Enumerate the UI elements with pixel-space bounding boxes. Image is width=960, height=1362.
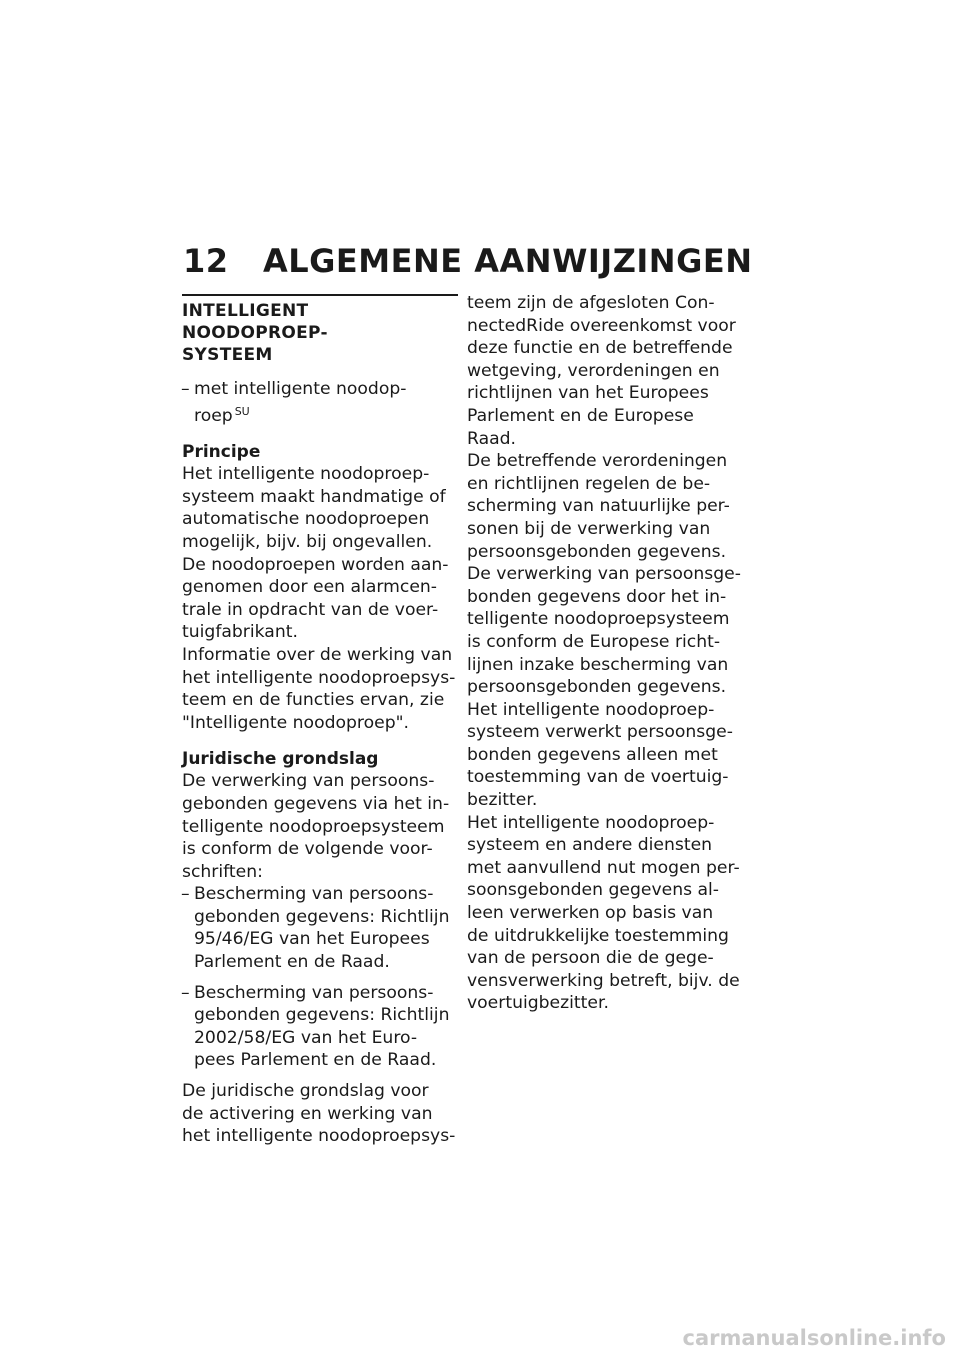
paragraph: Het intelligente noodoproep- systeem en andere diensten met aanvullend nut mogen per- soonsgebonden gegevens al- leen verwerken op basis van de uitdrukkelijke toestemming van de persoon die de gege- vensverwerking betreft, bijv. de voertuigbezitter. bbox=[467, 812, 740, 1014]
page-header bbox=[183, 242, 752, 280]
feature-bullet: – met intelligente noodop- roep $^{SU}$ bbox=[181, 379, 407, 426]
paragraph: De noodoproepen worden aan- genomen door een alarmcen- trale in opdracht van de voer- tuigfabrikant. bbox=[182, 554, 449, 643]
heading-principe: Principe bbox=[182, 442, 261, 463]
bullet-dash: – bbox=[181, 982, 190, 1003]
paragraph: De verwerking van persoons- gebonden gegevens via het in- telligente noodoproepsysteem is conform de volgende voor- schriften: bbox=[182, 771, 450, 882]
page-title: ALGEMENE AANWIJZINGEN bbox=[263, 242, 753, 280]
watermark: carmanualsonline.info bbox=[682, 1326, 946, 1350]
left-column bbox=[182, 294, 458, 1148]
heading-juridische-grondslag: Juridische grondslag bbox=[182, 749, 379, 770]
paragraph: Het intelligente noodoproep- systeem verwerkt persoonsge- bonden gegevens alleen met toestemming van de voertuig- bezitter. bbox=[467, 699, 733, 811]
paragraph: teem zijn de afgesloten Con- nectedRide overeenkomst voor deze functie en de betreffende wetgeving, verordeningen en richtlijnen van het Europees Parlement en de Europese Raad. bbox=[467, 293, 736, 449]
paragraph: De verwerking van persoonsge- bonden gegevens door het in- telligente noodoproepsysteem is conform de Europese richt- lijnen inzake bescherming van persoonsgebonden gegevens. bbox=[467, 564, 741, 698]
section-divider bbox=[182, 294, 458, 296]
bullet-dash: – bbox=[181, 379, 190, 399]
right-column bbox=[467, 292, 743, 1015]
list-item: – Bescherming van persoons- gebonden gegevens: Richtlijn 95/46/EG van het Europees Parlement en de Raad. bbox=[181, 884, 450, 973]
paragraph: De juridische grondslag voor de activering en werking van het intelligente noodoproepsys- bbox=[182, 1081, 456, 1147]
paragraph: De betreffende verordeningen en richtlijnen regelen de be- scherming van natuurlijke per- sonen bij de verwerking van persoonsgebonden gegevens. bbox=[467, 451, 730, 562]
paragraph: Het intelligente noodoproep- systeem maakt handmatige of automatische noodoproepen mogelijk, bijv. bij ongevallen. bbox=[182, 464, 446, 552]
bullet-dash: – bbox=[181, 884, 190, 905]
paragraph: Informatie over de werking van het intelligente noodoproepsys- teem en de functies ervan, zie "Intelligente noodoproep". bbox=[182, 644, 456, 733]
page-number: 12 bbox=[183, 242, 229, 280]
section-title: INTELLIGENT NOODOPROEP- SYSTEEM bbox=[182, 301, 328, 365]
list-item: – Bescherming van persoons- gebonden gegevens: Richtlijn 2002/58/EG van het Euro- pees Parlement en de Raad. bbox=[181, 982, 450, 1071]
option-superscript: SU bbox=[234, 404, 250, 418]
